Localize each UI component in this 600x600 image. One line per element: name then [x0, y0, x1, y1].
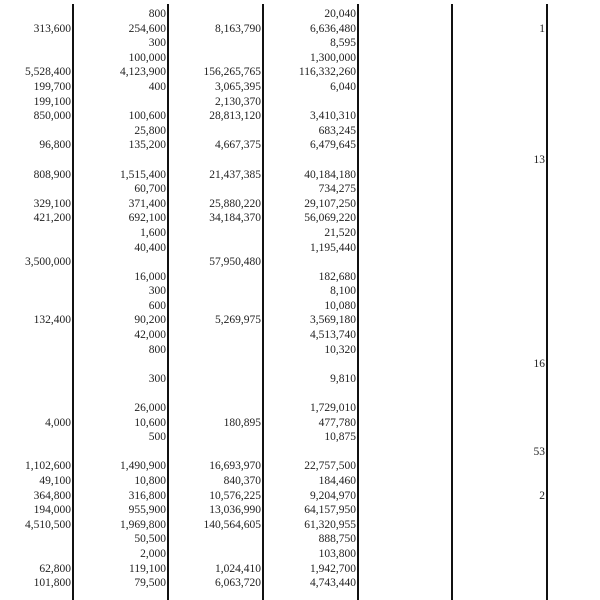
table-cell-col-2: 26,000 [134, 402, 166, 415]
table-cell-col-2: 600 [148, 299, 166, 312]
table-row [0, 299, 600, 314]
table-cell-col-4: 1,729,010 [310, 402, 356, 415]
table-cell-col-4: 8,100 [330, 285, 356, 298]
table-cell-col-2: 135,200 [128, 139, 166, 152]
table-row [0, 343, 600, 358]
table-cell-col-2: 4,123,900 [120, 66, 166, 79]
table-row [0, 284, 600, 299]
table-row [0, 445, 600, 460]
table-row [0, 532, 600, 547]
table-cell-col-4: 4,743,440 [310, 577, 356, 590]
table-row [0, 416, 600, 431]
table-row [0, 562, 600, 577]
table-cell-col-2: 1,515,400 [120, 168, 166, 181]
table-cell-col-3: 4,667,375 [215, 139, 261, 152]
table-cell-col-1: 49,100 [39, 475, 71, 487]
table-row [0, 36, 600, 51]
table-cell-col-1: 1,102,600 [25, 460, 71, 473]
table-row [0, 80, 600, 95]
table-cell-col-1: 96,800 [39, 139, 71, 152]
table-row [0, 211, 600, 226]
table-cell-col-2: 800 [148, 8, 166, 20]
table-cell-col-4: 21,520 [324, 226, 356, 239]
table-row [0, 372, 600, 387]
table-cell-col-3: 8,163,790 [215, 22, 261, 35]
table-cell-col-4: 1,195,440 [310, 241, 356, 254]
table-row [0, 401, 600, 416]
table-cell-col-4: 888,750 [318, 533, 356, 546]
table-row [0, 576, 600, 591]
table-row [0, 124, 600, 139]
table-cell-col-2: 119,100 [129, 562, 166, 575]
table-cell-col-3: 2,130,370 [215, 95, 261, 108]
table-cell-col-6: 53 [533, 445, 545, 458]
table-cell-col-2: 25,800 [134, 124, 166, 137]
table-row [0, 357, 600, 372]
table-cell-col-4: 1,942,700 [310, 562, 356, 575]
table-row [0, 313, 600, 328]
table-cell-col-1: 421,200 [33, 212, 71, 225]
table-cell-col-3: 28,813,120 [209, 110, 261, 123]
numeric-table [0, 7, 600, 591]
table-cell-col-2: 800 [148, 343, 166, 356]
table-cell-col-2: 50,500 [134, 533, 166, 546]
table-cell-col-4: 20,040 [324, 8, 356, 20]
table-cell-col-3: 57,950,480 [209, 256, 261, 269]
table-cell-col-2: 42,000 [134, 329, 166, 342]
table-cell-col-2: 10,600 [134, 416, 166, 429]
table-row [0, 197, 600, 212]
table-cell-col-4: 103,800 [318, 547, 356, 560]
table-cell-col-3: 34,184,370 [209, 212, 261, 225]
table-cell-col-3: 1,024,410 [215, 562, 261, 575]
table-cell-col-4: 29,107,250 [304, 197, 356, 210]
table-row [0, 489, 600, 504]
table-cell-col-4: 8,595 [330, 37, 356, 50]
table-cell-col-4: 22,757,500 [304, 460, 356, 473]
table-cell-col-1: 101,800 [33, 577, 71, 590]
table-cell-col-4: 6,636,480 [310, 22, 356, 35]
table-cell-col-3: 6,063,720 [215, 577, 261, 590]
table-row [0, 109, 600, 124]
table-row [0, 138, 600, 153]
table-cell-col-2: 400 [148, 80, 166, 93]
table-row [0, 518, 600, 533]
table-cell-col-4: 1,300,000 [310, 51, 356, 64]
table-cell-col-2: 692,100 [128, 212, 166, 225]
table-cell-col-3: 180,895 [223, 416, 261, 429]
table-cell-col-2: 100,000 [128, 51, 166, 64]
table-cell-col-4: 10,080 [324, 299, 356, 312]
table-cell-col-3: 13,036,990 [209, 504, 261, 517]
table-cell-col-4: 477,780 [318, 416, 356, 429]
table-cell-col-4: 56,069,220 [304, 212, 356, 225]
table-cell-col-2: 16,000 [134, 270, 166, 283]
table-cell-col-4: 4,513,740 [310, 329, 356, 342]
table-row [0, 430, 600, 445]
table-cell-col-4: 3,410,310 [310, 110, 356, 123]
table-row [0, 255, 600, 270]
table-cell-col-2: 254,600 [128, 22, 166, 35]
table-cell-col-2: 2,000 [140, 547, 166, 560]
table-cell-col-2: 955,900 [128, 504, 166, 517]
table-cell-col-3: 10,576,225 [209, 489, 261, 502]
table-cell-col-1: 199,700 [33, 80, 71, 93]
table-cell-col-2: 1,969,800 [120, 518, 166, 531]
table-row [0, 7, 600, 22]
table-cell-col-3: 16,693,970 [209, 460, 261, 473]
table-row [0, 168, 600, 183]
table-cell-col-4: 10,875 [324, 431, 356, 444]
table-cell-col-4: 116,332,260 [298, 66, 356, 79]
table-row [0, 270, 600, 285]
table-cell-col-2: 300 [148, 372, 166, 385]
table-row [0, 51, 600, 66]
table-cell-col-3: 21,437,385 [209, 168, 261, 181]
table-cell-col-4: 734,275 [318, 183, 356, 196]
table-cell-col-2: 371,400 [128, 197, 166, 210]
table-cell-col-2: 10,800 [134, 475, 166, 487]
table-cell-col-1: 850,000 [33, 110, 71, 123]
table-row [0, 459, 600, 474]
table-cell-col-4: 184,460 [318, 475, 356, 487]
table-row [0, 328, 600, 343]
table-cell-col-2: 60,700 [134, 183, 166, 196]
table-cell-col-3: 156,265,765 [203, 66, 261, 79]
table-cell-col-2: 40,400 [134, 241, 166, 254]
table-cell-col-4: 683,245 [318, 124, 356, 137]
table-cell-col-1: 132,400 [33, 314, 71, 327]
table-cell-col-1: 194,000 [33, 504, 71, 517]
table-cell-col-2: 300 [148, 285, 166, 298]
table-row [0, 241, 600, 256]
table-cell-col-1: 4,000 [45, 416, 71, 429]
table-cell-col-4: 6,479,645 [310, 139, 356, 152]
table-cell-col-6: 13 [533, 153, 545, 166]
table-cell-col-3: 140,564,605 [203, 518, 261, 531]
table-row [0, 182, 600, 197]
table-cell-col-4: 40,184,180 [304, 168, 356, 181]
table-cell-col-3: 840,370 [223, 475, 261, 487]
table-cell-col-2: 79,500 [134, 577, 166, 590]
table-cell-col-1: 4,510,500 [25, 518, 71, 531]
table-cell-col-4: 10,320 [324, 343, 356, 356]
table-row [0, 474, 600, 489]
table-row [0, 95, 600, 110]
table-row [0, 153, 600, 168]
table-cell-col-4: 9,204,970 [310, 489, 356, 502]
table-cell-col-4: 64,157,950 [304, 504, 356, 517]
table-cell-col-6: 1 [539, 22, 545, 35]
table-cell-col-1: 199,100 [33, 95, 71, 108]
table-cell-col-2: 1,600 [140, 226, 166, 239]
table-cell-col-1: 808,900 [33, 168, 71, 181]
table-cell-col-3: 3,065,395 [215, 80, 261, 93]
table-cell-col-3: 5,269,975 [215, 314, 261, 327]
table-cell-col-2: 316,800 [128, 489, 166, 502]
table-row [0, 547, 600, 562]
table-cell-col-6: 2 [539, 489, 545, 502]
table-cell-col-3: 25,880,220 [209, 197, 261, 210]
table-cell-col-4: 3,569,180 [310, 314, 356, 327]
table-cell-col-1: 3,500,000 [25, 256, 71, 269]
table-cell-col-2: 90,200 [134, 314, 166, 327]
table-cell-col-4: 6,040 [330, 80, 356, 93]
table-cell-col-2: 1,490,900 [120, 460, 166, 473]
table-cell-col-1: 5,528,400 [25, 66, 71, 79]
table-cell-col-2: 300 [148, 37, 166, 50]
table-cell-col-1: 329,100 [33, 197, 71, 210]
table-row [0, 503, 600, 518]
table-cell-col-1: 62,800 [39, 562, 71, 575]
table-cell-col-4: 9,810 [330, 372, 356, 385]
table-cell-col-2: 100,600 [128, 110, 166, 123]
table-row [0, 226, 600, 241]
table-row [0, 386, 600, 401]
table-cell-col-1: 364,800 [33, 489, 71, 502]
table-cell-col-2: 500 [148, 431, 166, 444]
table-cell-col-6: 16 [533, 358, 545, 371]
table-row [0, 65, 600, 80]
table-cell-col-1: 313,600 [33, 22, 71, 35]
table-cell-col-4: 182,680 [318, 270, 356, 283]
table-cell-col-4: 61,320,955 [304, 518, 356, 531]
table-row [0, 22, 600, 37]
